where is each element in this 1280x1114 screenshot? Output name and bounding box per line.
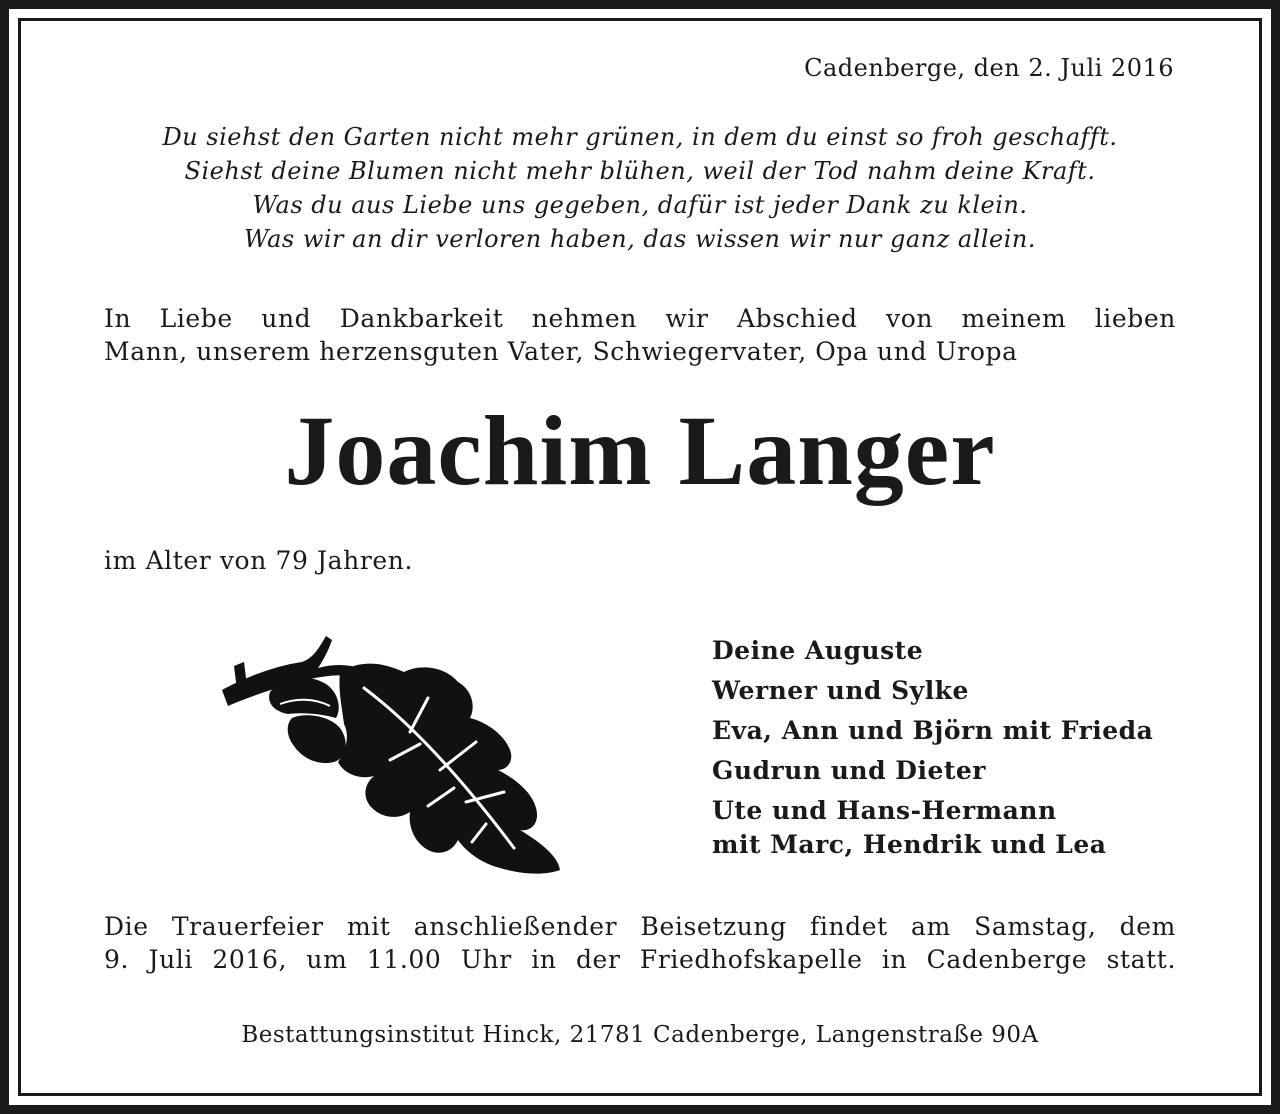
poem-line: Was wir an dir verloren haben, das wissen wir nur ganz allein. <box>244 225 1036 253</box>
farewell-intro <box>104 302 1176 368</box>
undertaker-address: Bestattungsinstitut Hinck, 21781 Cadenberge, Langenstraße 90A <box>241 1022 1039 1048</box>
intro-line: Mann, unserem herzensguten Vater, Schwiegervater, Opa und Uropa <box>104 337 1018 366</box>
ceremony-info <box>104 910 1176 976</box>
age-statement: im Alter von 79 Jahren. <box>104 546 414 575</box>
oak-leaf-with-acorn-icon <box>214 628 574 878</box>
mourner-name: Eva, Ann und Björn mit Frieda <box>712 716 1154 745</box>
poem-line: Siehst deine Blumen nicht mehr blühen, weil der Tod nahm deine Kraft. <box>184 157 1096 185</box>
ceremony-line: Die Trauerfeier mit anschließender Beisetzung findet am Samstag, dem <box>104 912 1176 941</box>
poem-line: Du siehst den Garten nicht mehr grünen, in dem du einst so froh geschafft. <box>162 123 1118 151</box>
mourners-list <box>712 634 1153 862</box>
intro-line: In Liebe und Dankbarkeit nehmen wir Abschied von meinem lieben <box>104 304 1176 333</box>
memorial-poem <box>104 120 1176 256</box>
place-date: Cadenberge, den 2. Juli 2016 <box>804 54 1174 82</box>
deceased-name: Joachim Langer <box>284 395 996 506</box>
ceremony-line: 9. Juli 2016, um 11.00 Uhr in der Friedhofskapelle in Cadenberge statt. <box>104 945 1176 974</box>
mourner-name: Deine Auguste <box>712 636 924 665</box>
poem-line: Was du aus Liebe uns gegeben, dafür ist jeder Dank zu klein. <box>252 191 1028 219</box>
mourner-name: Ute und Hans-Hermann <box>712 796 1057 825</box>
mourner-name: Gudrun und Dieter <box>712 756 986 785</box>
mourner-name: Werner und Sylke <box>712 676 969 705</box>
mourner-name: mit Marc, Hendrik und Lea <box>712 830 1107 859</box>
